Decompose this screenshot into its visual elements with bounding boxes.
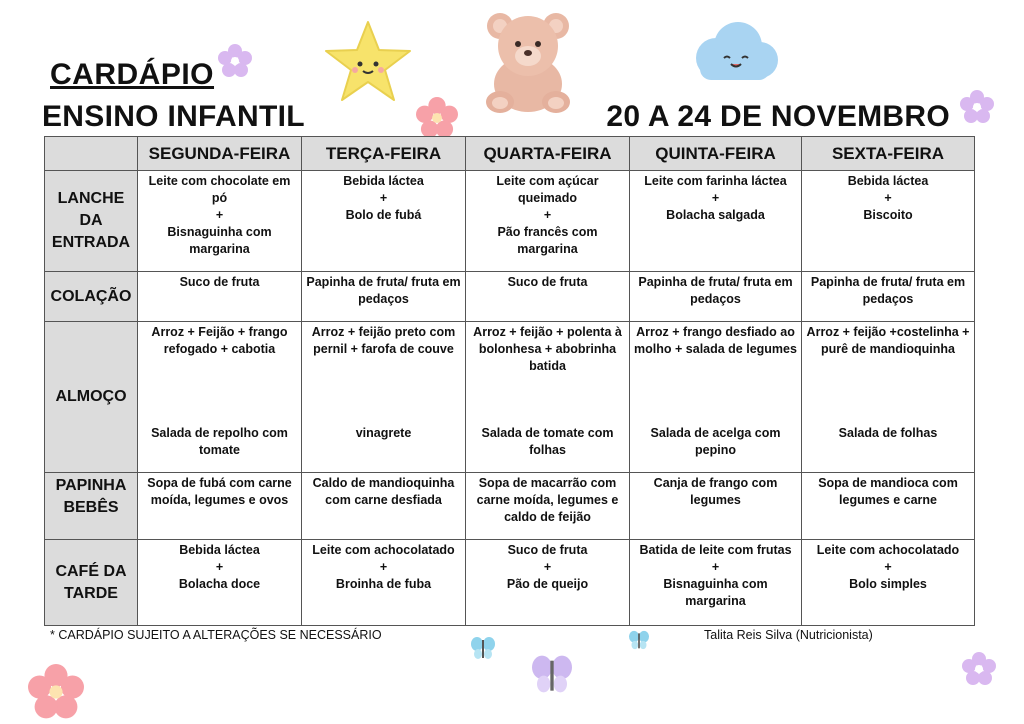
cell-line: Bisnaguinha com [167, 225, 272, 239]
cell-line: purê de mandioquinha [820, 342, 956, 356]
menu-cell [466, 272, 630, 322]
cell-line: Bolacha salgada [666, 208, 765, 222]
table-row [45, 473, 975, 540]
cell-line [470, 324, 625, 425]
cell-line: PAPINHA [55, 477, 127, 494]
cell-line: Salada de tomate com [481, 426, 614, 440]
cell-line: + [215, 208, 224, 222]
row-label [45, 272, 138, 322]
cell-line: ENTRADA [51, 234, 131, 251]
cell-line: vinagrete [355, 426, 412, 440]
cell-line: Sopa de macarrão com [478, 476, 617, 490]
cell-line: Arroz + Feijão + frango [151, 325, 288, 339]
menu-cell [802, 272, 975, 322]
nutritionist-signature: Talita Reis Silva (Nutricionista) [704, 628, 873, 642]
cell-line: queimado [517, 191, 578, 205]
menu-cell [466, 473, 630, 540]
cell-line: Suco de fruta [507, 275, 588, 289]
table-row [45, 272, 975, 322]
cell-line: pepino [695, 443, 736, 457]
flower-icon [960, 90, 994, 124]
cell-line: Suco de fruta [507, 543, 588, 557]
cell-line: Papinha de fruta/ fruta em [638, 275, 793, 289]
table-row [45, 322, 975, 473]
menu-cell [630, 272, 802, 322]
menu-cell [302, 272, 466, 322]
cell-line: Arroz + feijão +costelinha + [806, 325, 970, 339]
cell-line: batida [529, 359, 566, 373]
cell-line: + [884, 191, 892, 205]
cell-line: Bolo simples [849, 577, 927, 591]
cell-line: Leite com achocolatado [312, 543, 455, 557]
cell-line: Salada de repolho com [151, 426, 288, 440]
menu-cell [466, 540, 630, 626]
page-title: CARDÁPIO [50, 58, 215, 91]
cell-line: + [215, 560, 224, 574]
menu-cell [466, 171, 630, 272]
cell-line: BEBÊS [63, 499, 119, 516]
cell-line: margarina [517, 242, 578, 256]
cell-line: Salada de folhas [838, 426, 938, 440]
cell-line: Leite com farinha láctea [644, 174, 787, 188]
menu-cell [802, 473, 975, 540]
cell-line: Pão de queijo [506, 577, 589, 591]
table-row [45, 540, 975, 626]
cell-line: ALMOÇO [55, 388, 127, 405]
day-header: SEGUNDA-FEIRA [138, 137, 302, 171]
cell-line: Arroz + frango desfiado ao [636, 325, 795, 339]
cell-line: CAFÉ DA [55, 562, 127, 580]
cell-line [306, 324, 461, 425]
row-label [45, 322, 138, 473]
table-corner [45, 137, 138, 171]
row-label [45, 540, 138, 626]
teddy-bear-icon [478, 6, 578, 116]
table-row [45, 171, 975, 272]
cell-line: Sopa de mandioca com [818, 476, 958, 490]
cell-line: Batida de leite com frutas [639, 543, 792, 557]
cell-line: Salada de acelga com [650, 426, 781, 440]
cell-line: Caldo de mandioquinha [312, 476, 455, 490]
cell-line [142, 324, 297, 425]
cell-line: folhas [529, 443, 566, 457]
cell-line: + [379, 191, 388, 205]
menu-cell [138, 473, 302, 540]
menu-cell [802, 171, 975, 272]
cell-line: com carne desfiada [325, 493, 442, 507]
flower-icon [416, 97, 458, 139]
cell-line: Papinha de fruta/ fruta em [306, 275, 461, 289]
date-range: 20 A 24 DE NOVEMBRO [606, 100, 950, 133]
butterfly-icon [628, 630, 650, 650]
butterfly-icon [470, 636, 496, 660]
cell-line: margarina [189, 242, 250, 256]
cell-line: Broinha de fuba [335, 577, 432, 591]
star-icon [322, 18, 414, 104]
flower-icon [218, 44, 252, 78]
cell-line: Papinha de fruta/ fruta em [810, 275, 966, 289]
cell-line: molho + salada de legumes [634, 342, 797, 356]
cell-line: + [711, 191, 720, 205]
cell-line: TARDE [64, 584, 118, 602]
cell-line: + [543, 560, 552, 574]
menu-cell [302, 540, 466, 626]
cell-line: LANCHE [57, 190, 125, 207]
menu-cell [138, 171, 302, 272]
cell-line: Bebida láctea [179, 543, 260, 557]
cell-line: legumes [690, 493, 741, 507]
menu-cell [630, 322, 802, 473]
cell-line: Canja de frango com [653, 476, 778, 490]
cell-line: Bisnaguinha com [663, 577, 768, 591]
cell-line: Sopa de fubá com carne [147, 476, 292, 490]
day-header: QUINTA-FEIRA [630, 137, 802, 171]
row-label [45, 473, 138, 540]
cell-line: refogado + cabotia [163, 342, 276, 356]
row-label [45, 171, 138, 272]
flower-icon [962, 652, 996, 686]
cell-line: caldo de feijão [504, 510, 591, 524]
cell-line: + [379, 560, 388, 574]
menu-cell [802, 322, 975, 473]
day-header-row [45, 137, 975, 171]
menu-cell [630, 473, 802, 540]
cell-line: bolonhesa + abobrinha [478, 342, 617, 356]
cell-line: Bebida láctea [847, 174, 929, 188]
menu-cell [138, 322, 302, 473]
footer-note: * CARDÁPIO SUJEITO A ALTERAÇÕES SE NECESSÁRIO [50, 628, 382, 642]
cell-line: margarina [685, 594, 746, 608]
cell-line: Leite com chocolate em [148, 174, 291, 188]
cell-line: + [884, 560, 892, 574]
menu-cell [302, 473, 466, 540]
cell-line: Bebida láctea [343, 174, 424, 188]
cell-line: carne moída, legumes e [476, 493, 619, 507]
cell-line: pernil + farofa de couve [313, 342, 454, 356]
cell-line: Arroz + feijão + polenta à [473, 325, 622, 339]
cell-line: Arroz + feijão preto com [311, 325, 456, 339]
cell-line: legumes e carne [839, 493, 937, 507]
cell-line: Bolacha doce [178, 577, 261, 591]
cloud-icon [686, 18, 782, 90]
cell-line: tomate [199, 443, 240, 457]
menu-cell [302, 171, 466, 272]
day-header: SEXTA-FEIRA [802, 137, 975, 171]
cell-line: pó [211, 191, 228, 205]
cell-line: Bolo de fubá [345, 208, 422, 222]
menu-cell [802, 540, 975, 626]
cell-line: Pão francês com [497, 225, 598, 239]
cell-line: + [711, 560, 720, 574]
cell-line [634, 324, 797, 425]
menu-cell [138, 540, 302, 626]
page-subtitle: ENSINO INFANTIL [42, 100, 305, 133]
cell-line: Leite com açúcar [496, 174, 599, 188]
menu-cell [630, 540, 802, 626]
cell-line: pedaços [358, 292, 409, 306]
cell-line: moída, legumes e ovos [150, 493, 289, 507]
cell-line: pedaços [862, 292, 914, 306]
cell-line: Suco de fruta [179, 275, 260, 289]
menu-cell [630, 171, 802, 272]
butterfly-icon [530, 654, 574, 694]
menu-cell [138, 272, 302, 322]
menu-cell [302, 322, 466, 473]
cell-line: pedaços [690, 292, 741, 306]
day-header: TERÇA-FEIRA [302, 137, 466, 171]
cell-line: + [543, 208, 552, 222]
cell-line [806, 324, 970, 425]
flower-icon [28, 664, 84, 720]
cell-line: Leite com achocolatado [816, 543, 960, 557]
menu-table [44, 136, 975, 626]
cell-line: DA [79, 212, 103, 229]
cell-line: COLAÇÃO [50, 287, 132, 305]
cell-line: Biscoito [863, 208, 913, 222]
day-header: QUARTA-FEIRA [466, 137, 630, 171]
menu-cell [466, 322, 630, 473]
